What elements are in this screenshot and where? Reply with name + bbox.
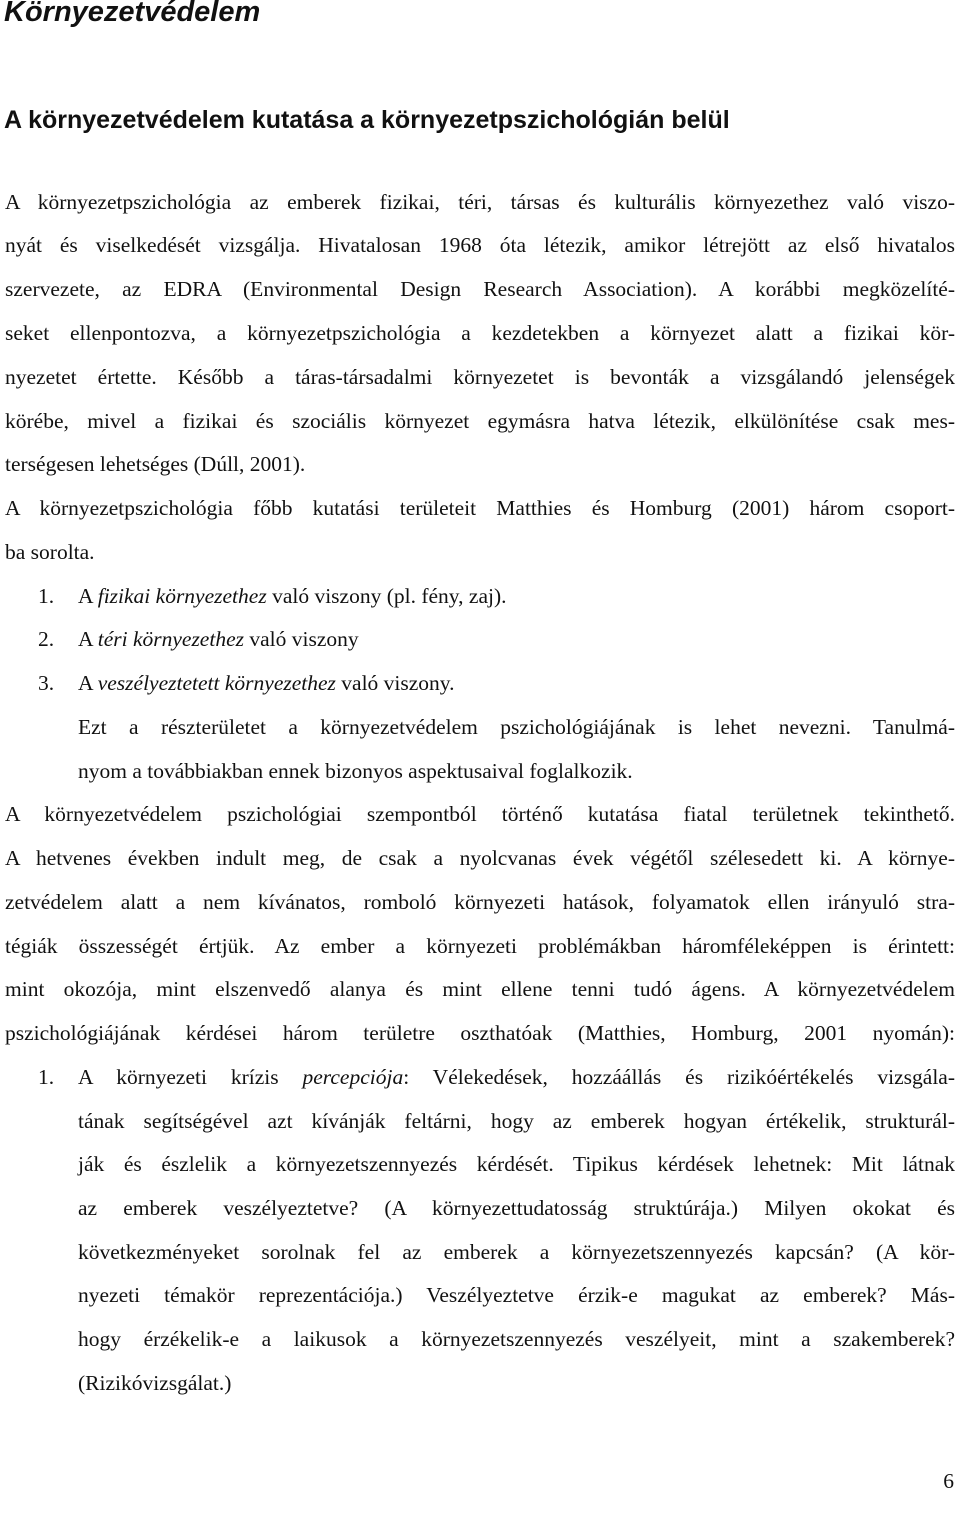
- paragraph-line: nyezetet értette. Később a táras-társadalmi környezetet is bevonták a vizsgálandó jelenségek: [5, 365, 955, 389]
- section-heading: A környezetvédelem kutatása a környezetpszichológián belül: [4, 106, 730, 134]
- list-number: 1.: [38, 584, 55, 608]
- paragraph-line: nyát és viselkedését vizsgálja. Hivatalosan 1968 óta létezik, amikor létrejött az első hivatalos: [5, 233, 955, 257]
- paragraph-line: ba sorolta.: [5, 540, 95, 564]
- paragraph-line: pszichológiájának kérdései három területre oszthatóak (Matthies, Homburg, 2001 nyomán):: [5, 1021, 955, 1045]
- paragraph-line: seket ellenpontozva, a környezetpszichológia a kezdetekben a környezet alatt a fizikai kör-: [5, 321, 955, 345]
- list-note-line: nyom a továbbiakban ennek bizonyos aspektusaival foglalkozik.: [78, 759, 633, 783]
- paragraph-line: A környezetpszichológia az emberek fizikai, téri, társas és kulturális környezethez való viszo-: [5, 190, 955, 214]
- list-number: 1.: [38, 1065, 55, 1089]
- list-note-line: Ezt a részterületet a környezetvédelem pszichológiájának is lehet nevezni. Tanulmá-: [78, 715, 955, 739]
- paragraph-line: zetvédelem alatt a nem kívánatos, romboló környezeti hatások, folyamatok ellen irányuló stra-: [5, 890, 955, 914]
- paragraph-line: A környezetvédelem pszichológiai szempontból történő kutatása fiatal területnek tekinthető.: [5, 802, 955, 826]
- list-item-line: ják és észlelik a környezetszennyezés kérdését. Tipikus kérdések lehetnek: Mit látnak: [78, 1152, 955, 1176]
- list-number: 3.: [38, 671, 55, 695]
- list-item: A fizikai környezethez való viszony (pl. fény, zaj).: [78, 584, 507, 608]
- paragraph-line: tégiák összességét értjük. Az ember a környezeti problémákban háromféleképpen is érintett:: [5, 934, 955, 958]
- document-title: Környezetvédelem: [4, 0, 261, 28]
- list-item-line: nyezeti témakör reprezentációja.) Veszélyeztetve érzik-e magukat az emberek? Más-: [78, 1283, 955, 1307]
- paragraph-line: körébe, mivel a fizikai és szociális környezet egymásra hatva létezik, elkülönítése csak mes-: [5, 409, 955, 433]
- paragraph-line: szervezete, az EDRA (Environmental Design Research Association). A korábbi megközelíté-: [5, 277, 955, 301]
- list-item-line: A környezeti krízis percepciója: Vélekedések, hozzáállás és rizikóértékelés vizsgála-: [78, 1065, 956, 1089]
- paragraph-line: mint okozója, mint elszenvedő alanya és mint ellene tenni tudó ágens. A környezetvédelem: [5, 977, 955, 1001]
- paragraph-line: A hetvenes években indult meg, de csak a nyolcvanas évek végétől szélesedett ki. A környe-: [5, 846, 955, 870]
- list-item-line: következményeket sorolnak fel az emberek a környezetszennyezés kapcsán? (A kör-: [78, 1240, 955, 1264]
- list-item-line: tának segítségével azt kívánják feltárni, hogy az emberek hogyan értékelik, strukturál-: [78, 1109, 955, 1133]
- list-item-line: hogy érzékelik-e a laikusok a környezetszennyezés veszélyeit, mint a szakemberek?: [78, 1327, 955, 1351]
- paragraph-line: terségesen lehetséges (Dúll, 2001).: [5, 452, 306, 476]
- list-item-line: (Rizikóvizsgálat.): [78, 1371, 232, 1395]
- list-item: A téri környezethez való viszony: [78, 627, 359, 651]
- page-number: 6: [943, 1469, 954, 1493]
- list-item: A veszélyeztetett környezethez való viszony.: [78, 671, 455, 695]
- list-number: 2.: [38, 627, 55, 651]
- paragraph-line: A környezetpszichológia főbb kutatási területeit Matthies és Homburg (2001) három csoport-: [5, 496, 955, 520]
- list-item-line: az emberek veszélyeztetve? (A környezettudatosság struktúrája.) Milyen okokat és: [78, 1196, 955, 1220]
